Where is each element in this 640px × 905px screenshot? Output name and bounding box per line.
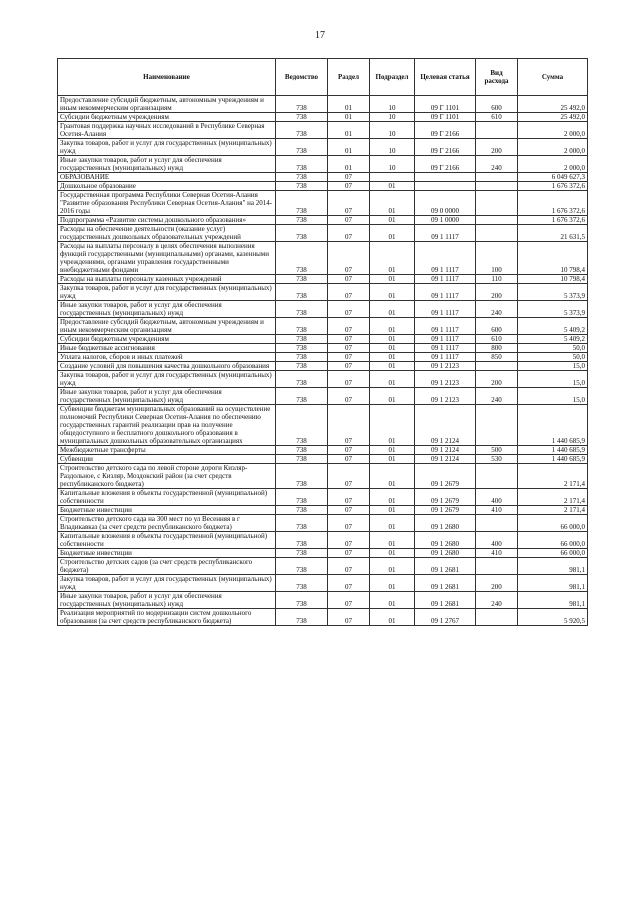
cell-vid: 240 bbox=[476, 301, 518, 318]
cell-celevaya: 09 1 2680 bbox=[415, 515, 476, 532]
cell-celevaya: 09 1 2124 bbox=[415, 455, 476, 464]
cell-celevaya bbox=[415, 173, 476, 182]
cell-razdel: 01 bbox=[328, 96, 370, 113]
cell-podrazdel: 10 bbox=[370, 139, 415, 156]
cell-vid bbox=[476, 558, 518, 575]
cell-name: Закупка товаров, работ и услуг для государственных (муниципальных) нужд bbox=[58, 575, 276, 592]
cell-podrazdel: 01 bbox=[370, 515, 415, 532]
cell-summa: 25 492,0 bbox=[518, 96, 588, 113]
cell-name: Строительство детского сада на 300 мест по ул Весенняя в г Владикавказ (за счет средств республиканского бюджета) bbox=[58, 515, 276, 532]
cell-celevaya: 09 Г 1101 bbox=[415, 96, 476, 113]
cell-summa: 2 000,0 bbox=[518, 139, 588, 156]
cell-razdel: 07 bbox=[328, 489, 370, 506]
header-vid: Вид расхода bbox=[476, 59, 518, 96]
cell-vedomstvo: 738 bbox=[276, 455, 328, 464]
cell-vid: 110 bbox=[476, 275, 518, 284]
cell-name: Создание условий для повышения качества дошкольного образования bbox=[58, 362, 276, 371]
cell-celevaya: 09 1 1117 bbox=[415, 284, 476, 301]
cell-podrazdel: 01 bbox=[370, 225, 415, 242]
cell-vedomstvo: 738 bbox=[276, 173, 328, 182]
cell-podrazdel: 01 bbox=[370, 558, 415, 575]
cell-razdel: 07 bbox=[328, 405, 370, 446]
cell-vedomstvo: 738 bbox=[276, 275, 328, 284]
cell-celevaya: 09 1 1117 bbox=[415, 275, 476, 284]
cell-vid bbox=[476, 225, 518, 242]
cell-razdel: 07 bbox=[328, 216, 370, 225]
cell-podrazdel: 10 bbox=[370, 122, 415, 139]
cell-podrazdel: 01 bbox=[370, 549, 415, 558]
cell-name: Иные закупки товаров, работ и услуг для обеспечения государственных (муниципальных) нужд bbox=[58, 156, 276, 173]
cell-name: Иные закупки товаров, работ и услуг для обеспечения государственных (муниципальных) нужд bbox=[58, 301, 276, 318]
table-row bbox=[58, 388, 588, 405]
header-razdel: Раздел bbox=[328, 59, 370, 96]
cell-vedomstvo: 738 bbox=[276, 139, 328, 156]
cell-name: Иные закупки товаров, работ и услуг для обеспечения государственных (муниципальных) нужд bbox=[58, 592, 276, 609]
table-row bbox=[58, 284, 588, 301]
cell-podrazdel: 01 bbox=[370, 191, 415, 216]
cell-razdel: 07 bbox=[328, 388, 370, 405]
table-body bbox=[58, 96, 588, 626]
cell-vedomstvo: 738 bbox=[276, 532, 328, 549]
cell-vid bbox=[476, 182, 518, 191]
page-number: 17 bbox=[315, 30, 325, 41]
cell-name: Субвенции бюджетам муниципальных образований на осуществление полномочий Республики Северная Осетия-Алания по обеспечению государственных гарантий реализации прав на получение общедоступного и бесплатного дошкольного образования в муниципальных дошкольных образовательных организациях bbox=[58, 405, 276, 446]
cell-podrazdel: 01 bbox=[370, 353, 415, 362]
cell-celevaya: 09 1 1117 bbox=[415, 301, 476, 318]
cell-name: Предоставление субсидий бюджетным, автономным учреждениям и иным некоммерческим организациям bbox=[58, 96, 276, 113]
table-row bbox=[58, 96, 588, 113]
cell-razdel: 07 bbox=[328, 242, 370, 275]
table-row bbox=[58, 609, 588, 626]
cell-razdel: 07 bbox=[328, 182, 370, 191]
cell-podrazdel: 01 bbox=[370, 532, 415, 549]
cell-vedomstvo: 738 bbox=[276, 362, 328, 371]
cell-summa: 1 440 685,9 bbox=[518, 405, 588, 446]
cell-summa: 2 171,4 bbox=[518, 464, 588, 489]
cell-summa: 5 373,9 bbox=[518, 284, 588, 301]
table-row bbox=[58, 506, 588, 515]
cell-name: Капитальные вложения в объекты государственной (муниципальной) собственности bbox=[58, 489, 276, 506]
cell-razdel: 07 bbox=[328, 455, 370, 464]
cell-summa: 5 409,2 bbox=[518, 318, 588, 335]
cell-vid: 240 bbox=[476, 156, 518, 173]
table-row bbox=[58, 405, 588, 446]
cell-vedomstvo: 738 bbox=[276, 284, 328, 301]
table-row bbox=[58, 301, 588, 318]
cell-summa: 1 676 372,6 bbox=[518, 191, 588, 216]
cell-celevaya: 09 1 2679 bbox=[415, 506, 476, 515]
cell-summa: 50,0 bbox=[518, 344, 588, 353]
cell-name: Подпрограмма «Развитие системы дошкольного образования» bbox=[58, 216, 276, 225]
cell-podrazdel: 01 bbox=[370, 592, 415, 609]
table-row bbox=[58, 371, 588, 388]
cell-vid bbox=[476, 362, 518, 371]
cell-razdel: 07 bbox=[328, 592, 370, 609]
cell-vid bbox=[476, 405, 518, 446]
cell-celevaya: 09 1 1117 bbox=[415, 344, 476, 353]
cell-summa: 66 000,0 bbox=[518, 532, 588, 549]
cell-celevaya: 09 1 1117 bbox=[415, 353, 476, 362]
cell-razdel: 07 bbox=[328, 301, 370, 318]
cell-vedomstvo: 738 bbox=[276, 335, 328, 344]
cell-podrazdel: 01 bbox=[370, 344, 415, 353]
table-row bbox=[58, 455, 588, 464]
cell-summa: 5 409,2 bbox=[518, 335, 588, 344]
cell-celevaya: 09 1 0000 bbox=[415, 216, 476, 225]
cell-podrazdel: 01 bbox=[370, 242, 415, 275]
cell-name: ОБРАЗОВАНИЕ bbox=[58, 173, 276, 182]
cell-vedomstvo: 738 bbox=[276, 405, 328, 446]
cell-vid: 410 bbox=[476, 549, 518, 558]
cell-celevaya: 09 1 2680 bbox=[415, 549, 476, 558]
table-row bbox=[58, 242, 588, 275]
cell-celevaya: 09 1 2124 bbox=[415, 446, 476, 455]
cell-summa: 1 676 372,6 bbox=[518, 182, 588, 191]
cell-celevaya bbox=[415, 182, 476, 191]
cell-celevaya: 09 0 0000 bbox=[415, 191, 476, 216]
cell-podrazdel: 01 bbox=[370, 489, 415, 506]
cell-celevaya: 09 Г 1101 bbox=[415, 113, 476, 122]
table-row bbox=[58, 275, 588, 284]
cell-name: Грантовая поддержка научных исследований в Республике Северная Осетия-Алания bbox=[58, 122, 276, 139]
cell-razdel: 07 bbox=[328, 575, 370, 592]
budget-table bbox=[57, 58, 588, 626]
cell-summa: 1 440 685,9 bbox=[518, 455, 588, 464]
cell-vedomstvo: 738 bbox=[276, 353, 328, 362]
cell-name: Реализация мероприятий по модернизации систем дошкольного образования (за счет средств республиканского бюджета) bbox=[58, 609, 276, 626]
cell-razdel: 07 bbox=[328, 371, 370, 388]
cell-vedomstvo: 738 bbox=[276, 549, 328, 558]
cell-name: Субвенции bbox=[58, 455, 276, 464]
cell-celevaya: 09 1 1117 bbox=[415, 242, 476, 275]
cell-summa: 981,1 bbox=[518, 575, 588, 592]
cell-celevaya: 09 1 2679 bbox=[415, 464, 476, 489]
cell-vedomstvo: 738 bbox=[276, 515, 328, 532]
cell-name: Строительство детского сада по левой стороне дороги Кизляр-Раздольное, с Кизляр, Моздокский район (за счет средств республиканского бюджета) bbox=[58, 464, 276, 489]
cell-summa: 2 171,4 bbox=[518, 506, 588, 515]
cell-vid: 240 bbox=[476, 592, 518, 609]
cell-summa: 2 171,4 bbox=[518, 489, 588, 506]
table-row bbox=[58, 156, 588, 173]
cell-podrazdel: 10 bbox=[370, 113, 415, 122]
cell-vedomstvo: 738 bbox=[276, 191, 328, 216]
cell-razdel: 07 bbox=[328, 275, 370, 284]
cell-vedomstvo: 738 bbox=[276, 609, 328, 626]
cell-podrazdel: 01 bbox=[370, 318, 415, 335]
table-row bbox=[58, 515, 588, 532]
cell-celevaya: 09 1 2123 bbox=[415, 362, 476, 371]
cell-name: Бюджетные инвестиции bbox=[58, 506, 276, 515]
cell-name: Расходы на выплаты персоналу в целях обеспечения выполнения функций государственными (муниципальными) органами, казенными учреждениями, органами управления государственными внебюджетными фондами bbox=[58, 242, 276, 275]
cell-name: Закупка товаров, работ и услуг для государственных (муниципальных) нужд bbox=[58, 371, 276, 388]
cell-celevaya: 09 Г 2166 bbox=[415, 139, 476, 156]
header-vedomstvo: Ведомство bbox=[276, 59, 328, 96]
cell-razdel: 01 bbox=[328, 113, 370, 122]
cell-vid: 200 bbox=[476, 371, 518, 388]
cell-vedomstvo: 738 bbox=[276, 301, 328, 318]
cell-podrazdel: 01 bbox=[370, 446, 415, 455]
cell-summa: 981,1 bbox=[518, 558, 588, 575]
cell-razdel: 07 bbox=[328, 558, 370, 575]
cell-name: Предоставление субсидий бюджетным, автономным учреждениям и иным некоммерческим организациям bbox=[58, 318, 276, 335]
cell-vedomstvo: 738 bbox=[276, 558, 328, 575]
cell-podrazdel: 01 bbox=[370, 362, 415, 371]
cell-razdel: 07 bbox=[328, 362, 370, 371]
header-name: Наименование bbox=[58, 59, 276, 96]
cell-summa: 10 798,4 bbox=[518, 242, 588, 275]
cell-podrazdel: 01 bbox=[370, 506, 415, 515]
cell-razdel: 01 bbox=[328, 122, 370, 139]
cell-summa: 2 000,0 bbox=[518, 156, 588, 173]
table-row bbox=[58, 318, 588, 335]
cell-razdel: 07 bbox=[328, 464, 370, 489]
cell-razdel: 07 bbox=[328, 515, 370, 532]
cell-vedomstvo: 738 bbox=[276, 464, 328, 489]
cell-razdel: 07 bbox=[328, 344, 370, 353]
cell-celevaya: 09 1 2124 bbox=[415, 405, 476, 446]
cell-summa: 6 049 627,3 bbox=[518, 173, 588, 182]
header-summa: Сумма bbox=[518, 59, 588, 96]
cell-vedomstvo: 738 bbox=[276, 122, 328, 139]
cell-name: Субсидии бюджетным учреждениям bbox=[58, 113, 276, 122]
table-row bbox=[58, 216, 588, 225]
cell-name: Строительство детских садов (за счет средств республиканского бюджета) bbox=[58, 558, 276, 575]
cell-summa: 25 492,0 bbox=[518, 113, 588, 122]
cell-razdel: 07 bbox=[328, 335, 370, 344]
cell-name: Иные закупки товаров, работ и услуг для обеспечения государственных (муниципальных) нужд bbox=[58, 388, 276, 405]
cell-summa: 1 440 685,9 bbox=[518, 446, 588, 455]
cell-celevaya: 09 1 2681 bbox=[415, 592, 476, 609]
table-row bbox=[58, 191, 588, 216]
cell-vid: 530 bbox=[476, 455, 518, 464]
table-row bbox=[58, 113, 588, 122]
cell-razdel: 07 bbox=[328, 446, 370, 455]
cell-vid: 400 bbox=[476, 532, 518, 549]
table-row bbox=[58, 549, 588, 558]
cell-celevaya: 09 1 1117 bbox=[415, 225, 476, 242]
cell-vid: 410 bbox=[476, 506, 518, 515]
cell-name: Закупка товаров, работ и услуг для государственных (муниципальных) нужд bbox=[58, 139, 276, 156]
cell-razdel: 07 bbox=[328, 549, 370, 558]
cell-podrazdel: 10 bbox=[370, 96, 415, 113]
cell-celevaya: 09 1 2679 bbox=[415, 489, 476, 506]
cell-celevaya: 09 1 2767 bbox=[415, 609, 476, 626]
cell-name: Дошкольное образование bbox=[58, 182, 276, 191]
cell-vedomstvo: 738 bbox=[276, 156, 328, 173]
table-row bbox=[58, 335, 588, 344]
table-row bbox=[58, 139, 588, 156]
cell-vid: 500 bbox=[476, 446, 518, 455]
cell-podrazdel: 01 bbox=[370, 455, 415, 464]
cell-name: Государственная программа Республики Северная Осетия-Алания "Развитие образования Республики Северная Осетия-Алания" на 2014-2016 годы bbox=[58, 191, 276, 216]
cell-podrazdel: 01 bbox=[370, 388, 415, 405]
cell-celevaya: 09 1 2123 bbox=[415, 371, 476, 388]
table-row bbox=[58, 532, 588, 549]
cell-vedomstvo: 738 bbox=[276, 182, 328, 191]
cell-razdel: 07 bbox=[328, 532, 370, 549]
cell-celevaya: 09 Г 2166 bbox=[415, 156, 476, 173]
cell-summa: 66 000,0 bbox=[518, 515, 588, 532]
header-celevaya: Целевая статья bbox=[415, 59, 476, 96]
table-row bbox=[58, 344, 588, 353]
cell-summa: 2 000,0 bbox=[518, 122, 588, 139]
cell-vid: 400 bbox=[476, 489, 518, 506]
table-row bbox=[58, 464, 588, 489]
cell-podrazdel: 01 bbox=[370, 405, 415, 446]
cell-celevaya: 09 Г 2166 bbox=[415, 122, 476, 139]
cell-vid: 100 bbox=[476, 242, 518, 275]
cell-name: Расходы на выплаты персоналу казенных учреждений bbox=[58, 275, 276, 284]
cell-vid: 600 bbox=[476, 318, 518, 335]
cell-vid: 600 bbox=[476, 96, 518, 113]
cell-summa: 15,0 bbox=[518, 388, 588, 405]
cell-vid bbox=[476, 464, 518, 489]
cell-celevaya: 09 1 2681 bbox=[415, 575, 476, 592]
cell-vedomstvo: 738 bbox=[276, 318, 328, 335]
cell-name: Иные бюджетные ассигнования bbox=[58, 344, 276, 353]
table-row bbox=[58, 122, 588, 139]
cell-podrazdel: 01 bbox=[370, 609, 415, 626]
table-row bbox=[58, 558, 588, 575]
cell-podrazdel: 01 bbox=[370, 335, 415, 344]
cell-vid bbox=[476, 609, 518, 626]
cell-vid bbox=[476, 122, 518, 139]
table-row bbox=[58, 446, 588, 455]
cell-vedomstvo: 738 bbox=[276, 225, 328, 242]
cell-vid bbox=[476, 216, 518, 225]
cell-vid: 200 bbox=[476, 139, 518, 156]
cell-celevaya: 09 1 2680 bbox=[415, 532, 476, 549]
cell-razdel: 07 bbox=[328, 225, 370, 242]
table-row bbox=[58, 353, 588, 362]
cell-vid bbox=[476, 191, 518, 216]
cell-razdel: 07 bbox=[328, 173, 370, 182]
cell-podrazdel: 01 bbox=[370, 182, 415, 191]
cell-razdel: 07 bbox=[328, 506, 370, 515]
cell-vid bbox=[476, 515, 518, 532]
cell-podrazdel: 10 bbox=[370, 156, 415, 173]
cell-vedomstvo: 738 bbox=[276, 575, 328, 592]
cell-vid: 200 bbox=[476, 575, 518, 592]
cell-name: Капитальные вложения в объекты государственной (муниципальной) собственности bbox=[58, 532, 276, 549]
table-row bbox=[58, 489, 588, 506]
cell-razdel: 07 bbox=[328, 353, 370, 362]
cell-vedomstvo: 738 bbox=[276, 506, 328, 515]
cell-podrazdel: 01 bbox=[370, 275, 415, 284]
cell-vid bbox=[476, 173, 518, 182]
cell-podrazdel: 01 bbox=[370, 284, 415, 301]
cell-vedomstvo: 738 bbox=[276, 446, 328, 455]
cell-vedomstvo: 738 bbox=[276, 371, 328, 388]
cell-vedomstvo: 738 bbox=[276, 592, 328, 609]
table-row bbox=[58, 362, 588, 371]
cell-summa: 21 631,5 bbox=[518, 225, 588, 242]
cell-name: Межбюджетные трансферты bbox=[58, 446, 276, 455]
cell-vid: 850 bbox=[476, 353, 518, 362]
cell-summa: 15,0 bbox=[518, 362, 588, 371]
cell-name: Закупка товаров, работ и услуг для государственных (муниципальных) нужд bbox=[58, 284, 276, 301]
table-row bbox=[58, 173, 588, 182]
cell-summa: 66 000,0 bbox=[518, 549, 588, 558]
cell-razdel: 01 bbox=[328, 156, 370, 173]
cell-vedomstvo: 738 bbox=[276, 388, 328, 405]
cell-name: Субсидии бюджетным учреждениям bbox=[58, 335, 276, 344]
cell-podrazdel: 01 bbox=[370, 371, 415, 388]
cell-razdel: 07 bbox=[328, 284, 370, 301]
cell-podrazdel: 01 bbox=[370, 301, 415, 318]
table-row bbox=[58, 225, 588, 242]
cell-vid: 240 bbox=[476, 388, 518, 405]
cell-vid: 800 bbox=[476, 344, 518, 353]
cell-podrazdel: 01 bbox=[370, 575, 415, 592]
cell-celevaya: 09 1 2123 bbox=[415, 388, 476, 405]
cell-name: Бюджетные инвестиции bbox=[58, 549, 276, 558]
cell-podrazdel: 01 bbox=[370, 464, 415, 489]
cell-vedomstvo: 738 bbox=[276, 242, 328, 275]
table-row bbox=[58, 182, 588, 191]
cell-podrazdel bbox=[370, 173, 415, 182]
header-podrazdel: Подраздел bbox=[370, 59, 415, 96]
cell-razdel: 07 bbox=[328, 318, 370, 335]
table-row bbox=[58, 592, 588, 609]
table-header-row bbox=[58, 59, 588, 96]
cell-summa: 15,0 bbox=[518, 371, 588, 388]
cell-celevaya: 09 1 1117 bbox=[415, 318, 476, 335]
cell-celevaya: 09 1 1117 bbox=[415, 335, 476, 344]
cell-celevaya: 09 1 2681 bbox=[415, 558, 476, 575]
cell-summa: 10 798,4 bbox=[518, 275, 588, 284]
cell-razdel: 07 bbox=[328, 609, 370, 626]
cell-vedomstvo: 738 bbox=[276, 489, 328, 506]
cell-summa: 50,0 bbox=[518, 353, 588, 362]
cell-summa: 981,1 bbox=[518, 592, 588, 609]
cell-podrazdel: 01 bbox=[370, 216, 415, 225]
cell-summa: 1 676 372,6 bbox=[518, 216, 588, 225]
cell-name: Расходы на обеспечение деятельности (оказание услуг) государственных дошкольных образовательных учреждений bbox=[58, 225, 276, 242]
cell-vid: 610 bbox=[476, 113, 518, 122]
cell-summa: 5 373,9 bbox=[518, 301, 588, 318]
cell-razdel: 07 bbox=[328, 191, 370, 216]
cell-vid: 200 bbox=[476, 284, 518, 301]
cell-vedomstvo: 738 bbox=[276, 96, 328, 113]
cell-summa: 5 920,5 bbox=[518, 609, 588, 626]
cell-razdel: 01 bbox=[328, 139, 370, 156]
table-row bbox=[58, 575, 588, 592]
cell-vedomstvo: 738 bbox=[276, 113, 328, 122]
cell-vedomstvo: 738 bbox=[276, 216, 328, 225]
cell-vedomstvo: 738 bbox=[276, 344, 328, 353]
cell-vid: 610 bbox=[476, 335, 518, 344]
cell-name: Уплата налогов, сборов и иных платежей bbox=[58, 353, 276, 362]
